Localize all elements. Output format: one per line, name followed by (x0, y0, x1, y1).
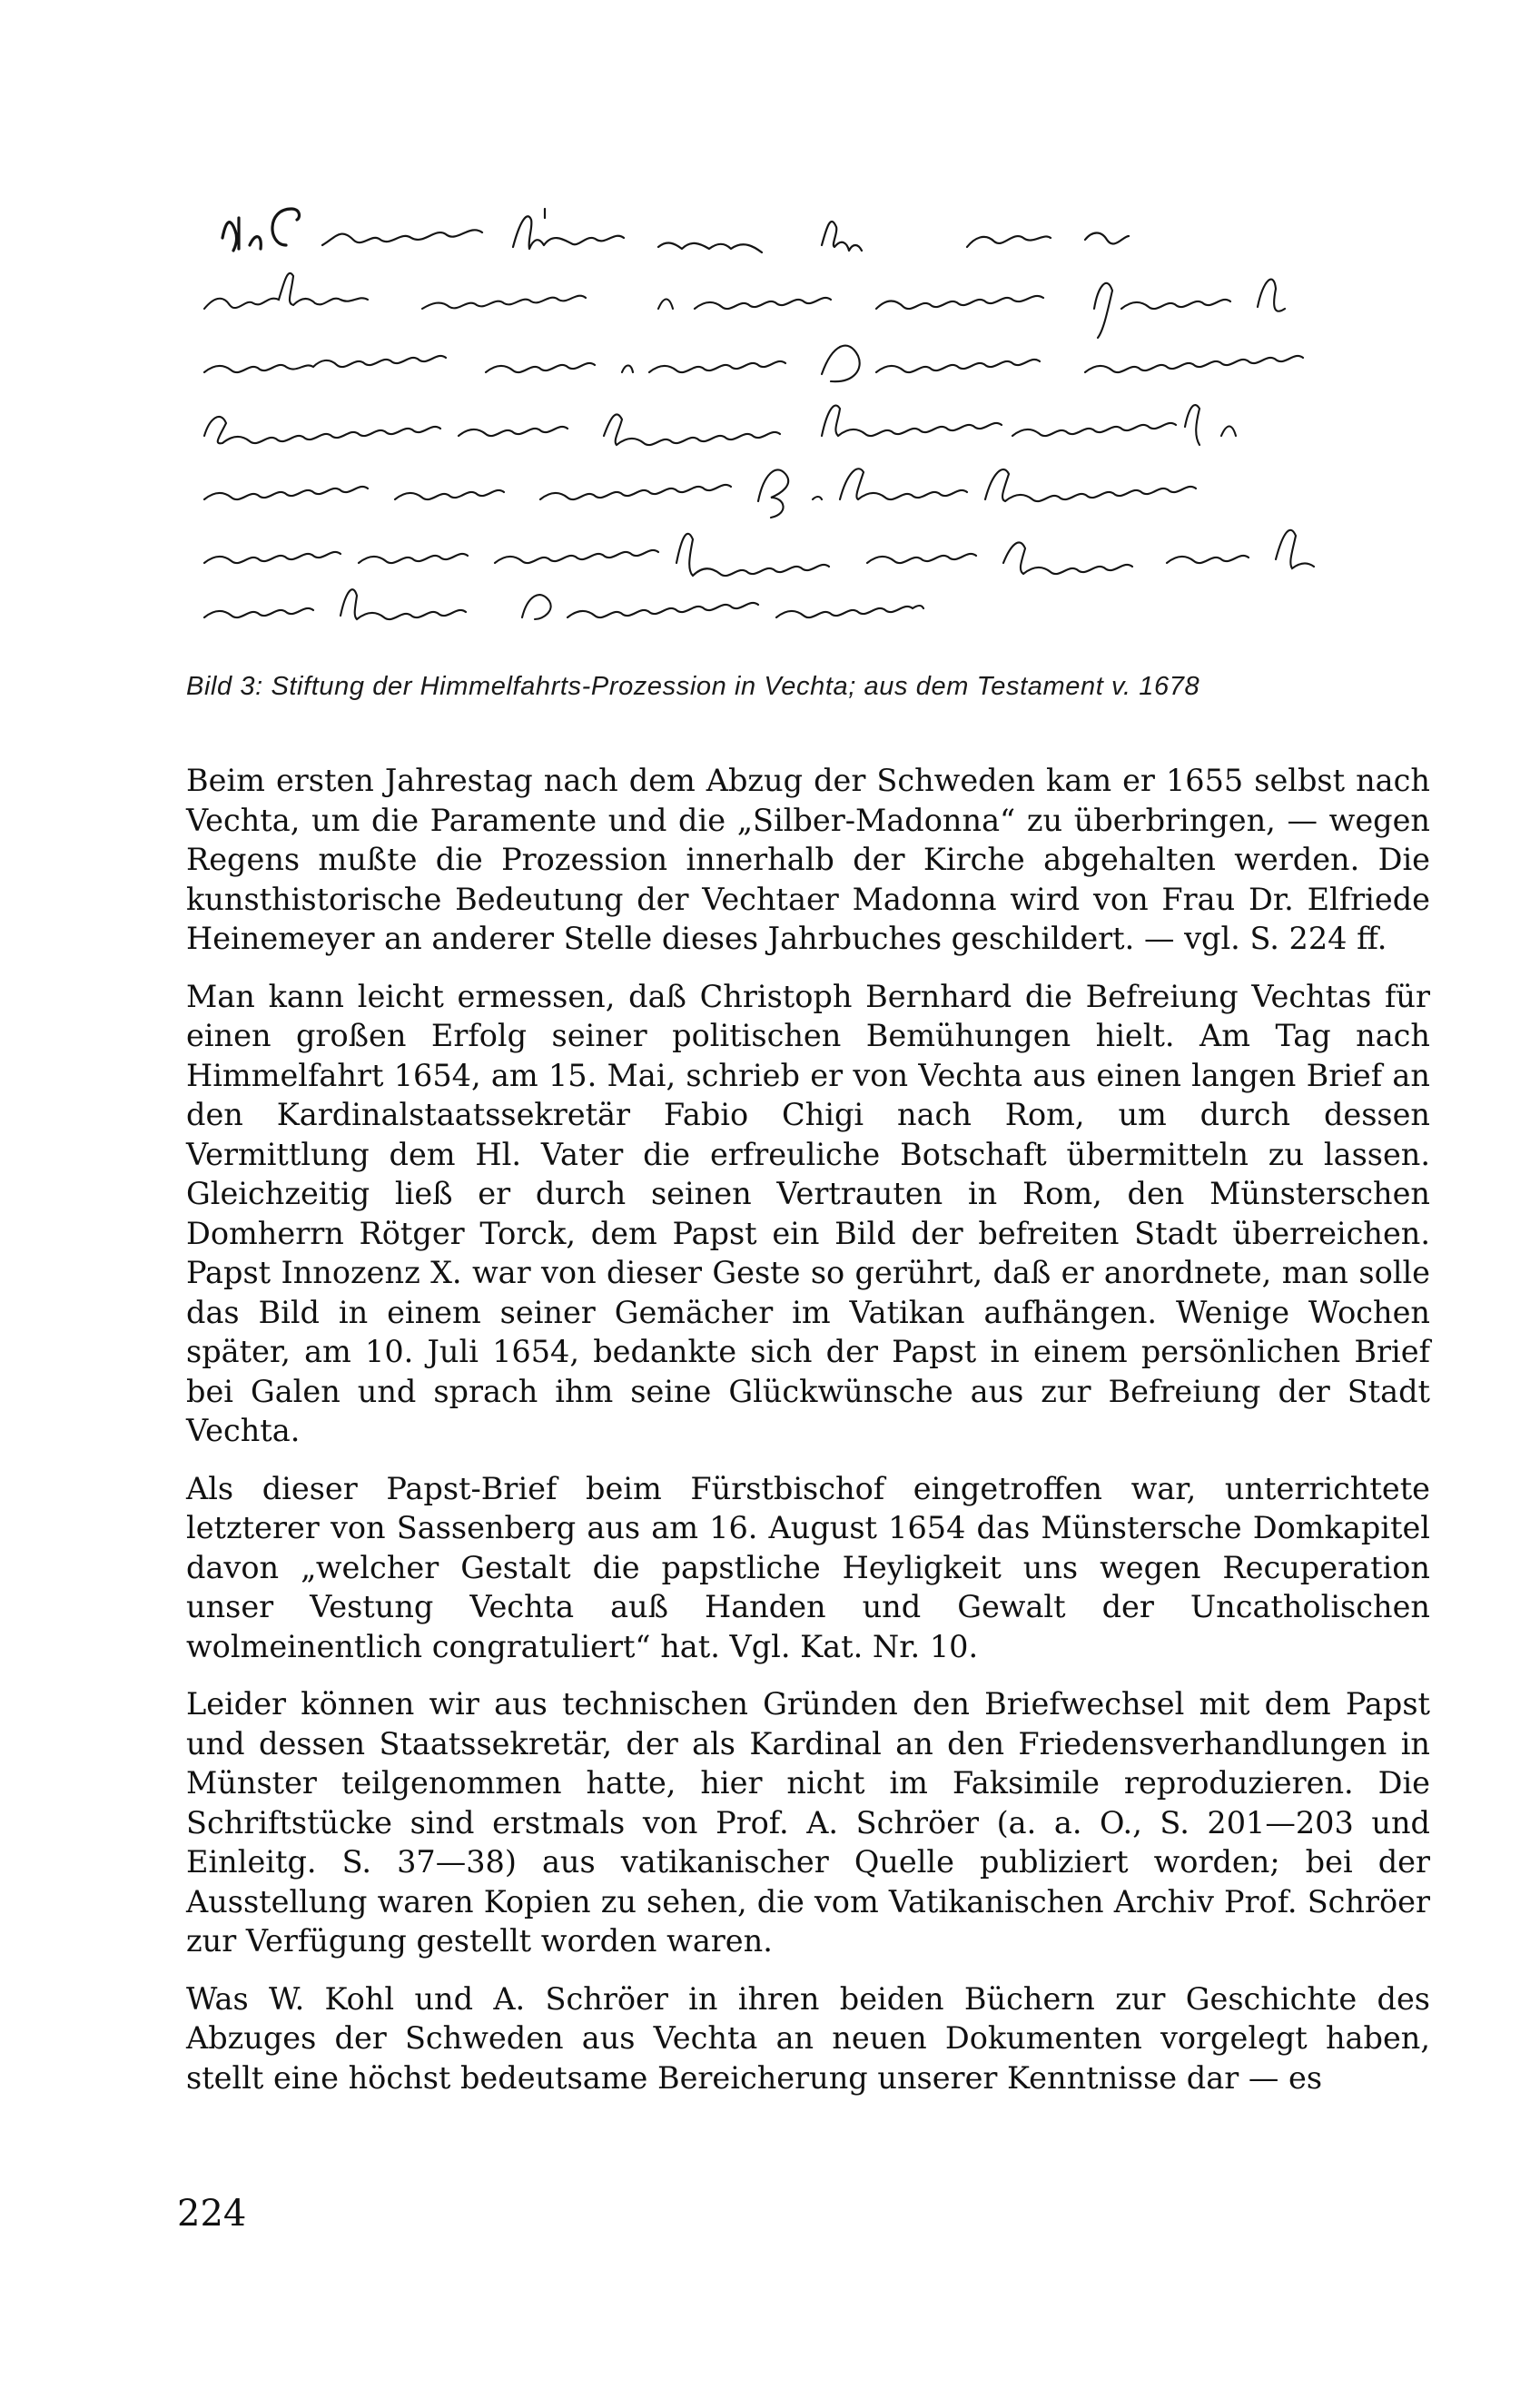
paragraph: Als dieser Papst-Brief beim Fürstbischof eingetroffen war, unterrichtete letzterer von Sassenberg aus am 16. August 1654 das Münstersche Domkapitel davon „welcher Gestalt die papstliche Heyligkeit uns wegen Recuperation unser Vestung Vechta auß Handen und Gewalt der Uncatholischen wolmeinentlich congratuliert“ hat. Vgl. Kat. Nr. 10. (186, 1470, 1430, 1664)
paragraph: Was W. Kohl und A. Schröer in ihren beiden Büchern zur Geschichte des Abzuges der Schweden aus Vechta an neuen Dokumenten vorgelegt haben, stellt eine höchst bedeutsame Bereicherung unserer Kenntnisse dar — es (186, 1980, 1430, 2096)
page-number: 224 (177, 2193, 247, 2235)
paragraph: Man kann leicht ermessen, daß Christoph Bernhard die Befreiung Vechtas für einen großen Erfolg seiner politischen Bemühungen hielt. Am Tag nach Himmelfahrt 1654, am 15. Mai, schrieb er von Vechta aus einen langen Brief an den Kardinalstaatssekretär Fabio Chigi nach Rom, um durch dessen Vermittlung dem Hl. Vater die erfreuliche Botschaft übermitteln zu lassen. Gleichzeitig ließ er durch seinen Vertrauten in Rom, den Münsterschen Domherrn Rötger Torck, dem Papst ein Bild der befreiten Stadt überreichen. Papst Innozenz X. war von dieser Geste so gerührt, daß er anordnete, man solle das Bild in einem seiner Gemächer im Vatikan aufhängen. Wenige Wochen später, am 10. Juli 1654, bedankte sich der Papst in einem persönlichen Brief bei Galen und sprach ihm seine Glückwünsche aus zur Befreiung der Stadt Vechta. (186, 978, 1430, 1448)
paragraph: Leider können wir aus technischen Gründen den Briefwechsel mit dem Papst und dessen Staatssekretär, der als Kardinal an den Friedensverhandlungen in Münster teilgenommen hatte, hier nicht im Faksimile reproduzieren. Die Schriftstücke sind erstmals von Prof. A. Schröer (a. a. O., S. 201—203 und Einleitg. S. 37—38) aus vatikanischer Quelle publiziert worden; bei der Ausstellung waren Kopien zu sehen, die vom Vatikanischen Archiv Prof. Schröer zur Verfügung gestellt worden waren. (186, 1686, 1430, 1959)
handwriting-image (186, 182, 1439, 654)
figure-caption: Bild 3: Stiftung der Himmelfahrts-Prozession in Vechta; aus dem Testament v. 1678 (186, 672, 1200, 701)
article-body (186, 761, 1430, 2116)
manuscript-facsimile (186, 182, 1439, 654)
paragraph: Beim ersten Jahrestag nach dem Abzug der Schweden kam er 1655 selbst nach Vechta, um die Paramente und die „Silber-Madonna“ zu überbringen, — wegen Regens mußte die Prozession innerhalb der Kirche abgehalten werden. Die kunsthistorische Bedeutung der Vechtaer Madonna wird von Frau Dr. Elfriede Heinemeyer an anderer Stelle dieses Jahrbuches geschildert. — vgl. S. 224 ff. (186, 763, 1430, 956)
